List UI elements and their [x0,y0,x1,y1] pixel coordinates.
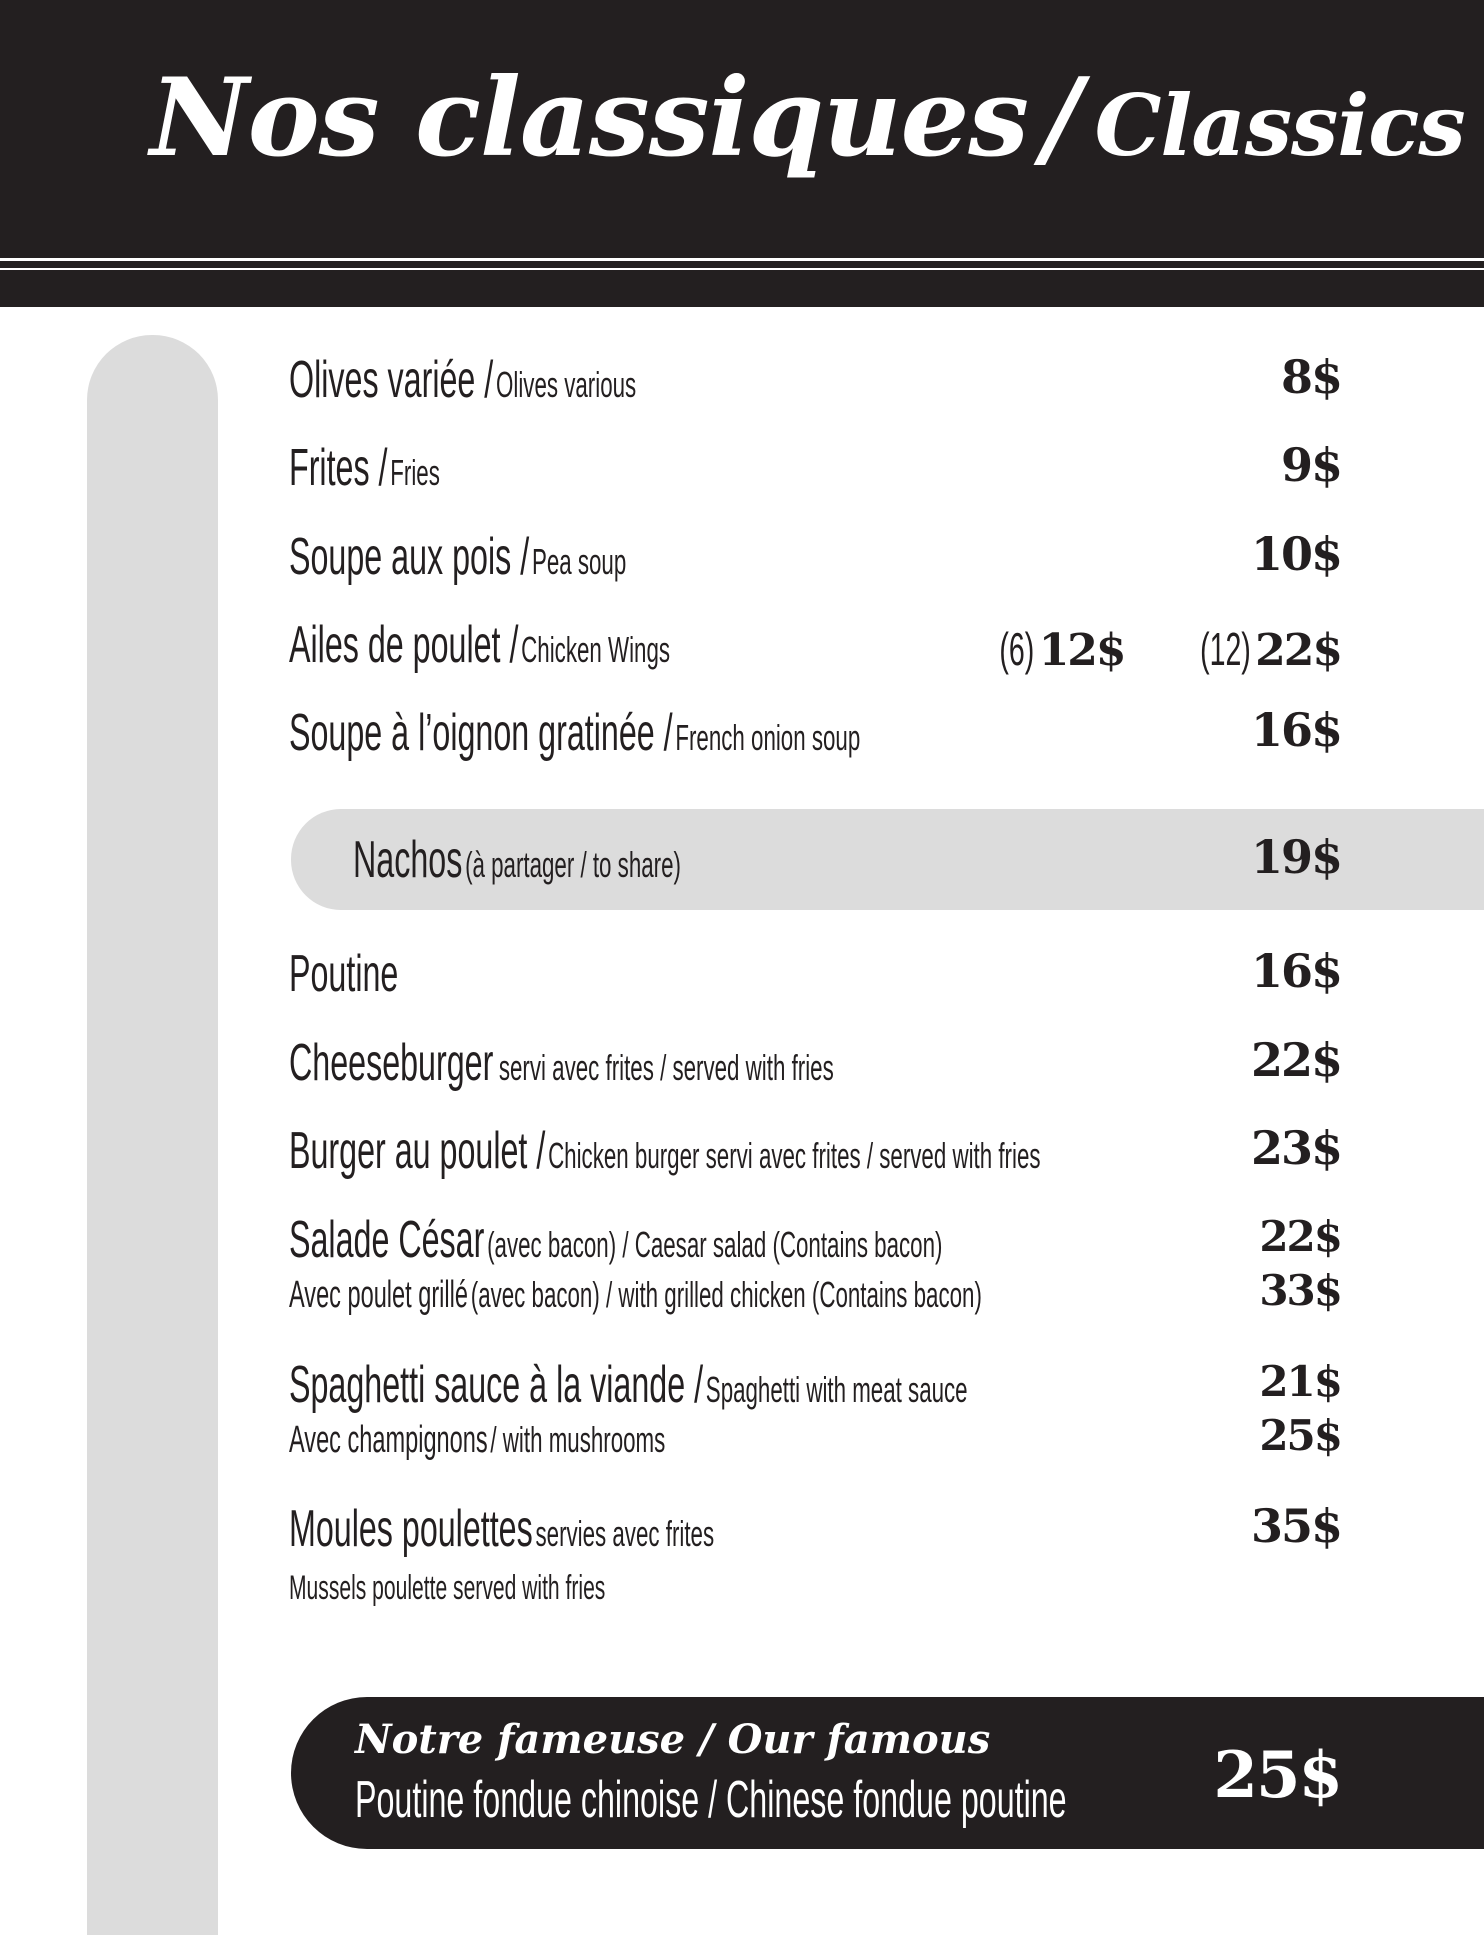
menu-item-caesar-chicken [289,1274,1407,1317]
item-name: Soupe à l’oignon gratinée / [289,704,673,762]
item-variant-price: 33$ [1259,1266,1341,1315]
title-separator: / [1042,55,1081,181]
item-variant-subtitle: / with mushrooms [490,1419,666,1460]
item-subtitle: Olives various [496,364,637,405]
menu-item-poutine [289,944,465,1004]
item-price: 23$ [1250,1121,1341,1175]
item-price: 21$ [1259,1357,1341,1406]
wings-twelve-pricing [1169,622,1341,676]
menu-item-fries [289,438,532,498]
item-name: Poutine [289,945,399,1003]
item-price: 22$ [1259,1212,1341,1261]
item-price: 16$ [1250,944,1341,998]
item-name: Salade César [289,1211,485,1269]
item-price: 35$ [1250,1499,1341,1553]
menu-item-spaghetti-mushrooms [289,1419,896,1462]
menu-item-cheeseburger [289,1033,1168,1093]
item-variant-subtitle: (avec bacon) / with grilled chicken (Contains bacon) [470,1274,982,1315]
item-subtitle: (à partager / to share) [465,844,681,885]
menu-item-olives [289,350,849,410]
wings-six-pricing [978,622,1125,676]
item-variant-price: 25$ [1259,1411,1341,1460]
decorative-side-bar [87,335,218,1935]
item-subtitle: French onion soup [675,717,861,758]
menu-item-chicken-wings [289,615,904,675]
menu-item-pea-soup [289,527,833,587]
item-price: 16$ [1250,703,1341,757]
item-name: Burger au poulet / [289,1122,546,1180]
item-price: 10$ [1250,527,1341,581]
featured-item-title: Notre fameuse / Our famous [355,1716,991,1763]
item-variant-name: Avec poulet grillé [289,1274,468,1316]
item-price: 8$ [1280,350,1341,404]
menu-item-nachos [353,830,882,890]
item-name: Cheeseburger [289,1034,494,1092]
menu-item-spaghetti [289,1355,1384,1415]
item-subtitle: Pea soup [531,541,627,582]
item-subtitle: Chicken burger servi avec frites / served with fries [548,1135,1041,1176]
featured-item-price: 25$ [1213,1738,1341,1813]
item-name: Moules poulettes [289,1500,533,1558]
menu-item-onion-soup [289,703,1210,763]
item-name: Soupe aux pois / [289,528,530,586]
item-variant-name: Avec champignons [289,1419,488,1461]
item-note: Mussels poulette served with fries [289,1569,606,1607]
item-name: Nachos [353,831,463,889]
header-rule-top [0,258,1484,261]
wings-price-twelve: 22$ [1255,625,1341,676]
item-subtitle: Spaghetti with meat sauce [705,1369,968,1410]
item-name: Spaghetti sauce à la viande / [289,1356,704,1414]
item-name: Olives variée / [289,351,494,409]
item-subtitle: (avec bacon) / Caesar salad (Contains bacon) [487,1224,943,1265]
title-english: Classics [1094,76,1465,175]
wings-count-six: (6) [999,623,1035,675]
menu-item-mussels [289,1499,975,1559]
title-french: Nos classiques [150,55,1029,181]
menu-item-caesar-salad [289,1210,1343,1270]
wings-price-six: 12$ [1038,625,1125,676]
item-subtitle: Chicken Wings [521,629,671,670]
item-subtitle: servi avec frites / served with fries [498,1047,834,1088]
item-subtitle: Fries [390,452,440,493]
item-price: 22$ [1250,1033,1341,1087]
item-price: 19$ [1250,830,1341,884]
item-name: Frites / [289,439,388,497]
wings-count-twelve: (12) [1199,623,1251,675]
page-title [150,55,1465,205]
featured-item-subtitle-text: Poutine fondue chinoise / Chinese fondue poutine [355,1771,1067,1829]
menu-item-mussels-note [289,1569,799,1608]
header-rule-bottom [0,268,1484,270]
item-subtitle: servies avec frites [535,1513,715,1554]
item-name: Ailes de poulet / [289,616,519,674]
item-price: 9$ [1280,438,1341,492]
